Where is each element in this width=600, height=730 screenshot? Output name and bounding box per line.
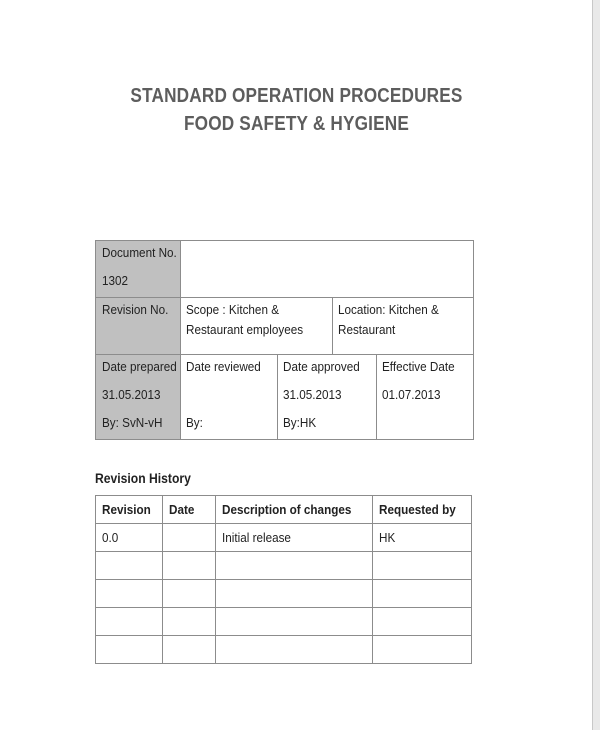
- table-row: [96, 636, 472, 664]
- date-reviewed-cell: [180, 355, 277, 439]
- revision-cell: [96, 608, 163, 636]
- info-col-divider: [277, 355, 278, 439]
- revision-no-cell: [96, 298, 180, 354]
- requested-by-cell: [373, 580, 472, 608]
- info-col-divider: [376, 355, 377, 439]
- date-approved-cell: [277, 355, 376, 439]
- date-prepared-cell: [96, 355, 180, 439]
- document-info-table: [95, 240, 474, 440]
- document-no-label: Document No.: [102, 245, 177, 260]
- table-row: [96, 608, 472, 636]
- date-cell: [163, 608, 216, 636]
- info-col-divider: [180, 241, 181, 439]
- requested-by-cell: HK: [373, 524, 472, 552]
- table-row: [96, 552, 472, 580]
- table-row: [96, 524, 472, 552]
- revision-cell: [96, 636, 163, 664]
- col-header-revision: Revision: [96, 496, 163, 524]
- scope-cell: [180, 298, 332, 354]
- requested-by-cell: [373, 608, 472, 636]
- prepared-by: By: SvN-vH: [102, 415, 163, 430]
- date-reviewed-label: Date reviewed: [186, 359, 261, 374]
- revision-history-heading: Revision History: [95, 471, 191, 486]
- scope-line2: Restaurant employees: [186, 322, 304, 337]
- location-cell: [332, 298, 473, 354]
- effective-date-value: 01.07.2013: [382, 387, 441, 402]
- revision-history-header-row: [96, 496, 472, 524]
- description-cell: Initial release: [216, 524, 373, 552]
- requested-by-cell: [373, 552, 472, 580]
- info-row-divider: [96, 354, 473, 355]
- date-cell: [163, 524, 216, 552]
- table-row: [96, 580, 472, 608]
- date-cell: [163, 580, 216, 608]
- info-col-divider: [332, 298, 333, 354]
- info-row-divider: [96, 297, 473, 298]
- revision-no-label: Revision No.: [102, 302, 169, 317]
- reviewed-by: By:: [186, 415, 203, 430]
- col-header-description: Description of changes: [216, 496, 373, 524]
- document-no-value: 1302: [102, 273, 129, 288]
- approved-by: By:HK: [283, 415, 317, 430]
- document-title-line2: FOOD SAFETY & HYGIENE: [183, 113, 410, 135]
- effective-date-cell: [376, 355, 473, 439]
- date-prepared-value: 31.05.2013: [102, 387, 161, 402]
- description-cell: [216, 552, 373, 580]
- col-header-requested-by: Requested by: [373, 496, 472, 524]
- date-cell: [163, 636, 216, 664]
- location-line1: Location: Kitchen &: [338, 302, 439, 317]
- date-cell: [163, 552, 216, 580]
- revision-cell: 0.0: [96, 524, 163, 552]
- document-no-cell: [96, 241, 180, 297]
- revision-cell: [96, 552, 163, 580]
- col-header-date: Date: [163, 496, 216, 524]
- date-approved-value: 31.05.2013: [283, 387, 342, 402]
- date-approved-label: Date approved: [283, 359, 360, 374]
- requested-by-cell: [373, 636, 472, 664]
- revision-cell: [96, 580, 163, 608]
- date-prepared-label: Date prepared: [102, 359, 177, 374]
- document-title-line1: STANDARD OPERATION PROCEDURES: [130, 85, 463, 107]
- description-cell: [216, 636, 373, 664]
- scope-line1: Scope : Kitchen &: [186, 302, 280, 317]
- location-line2: Restaurant: [338, 322, 396, 337]
- revision-history-table: [95, 495, 472, 664]
- effective-date-label: Effective Date: [382, 359, 455, 374]
- description-cell: [216, 608, 373, 636]
- description-cell: [216, 580, 373, 608]
